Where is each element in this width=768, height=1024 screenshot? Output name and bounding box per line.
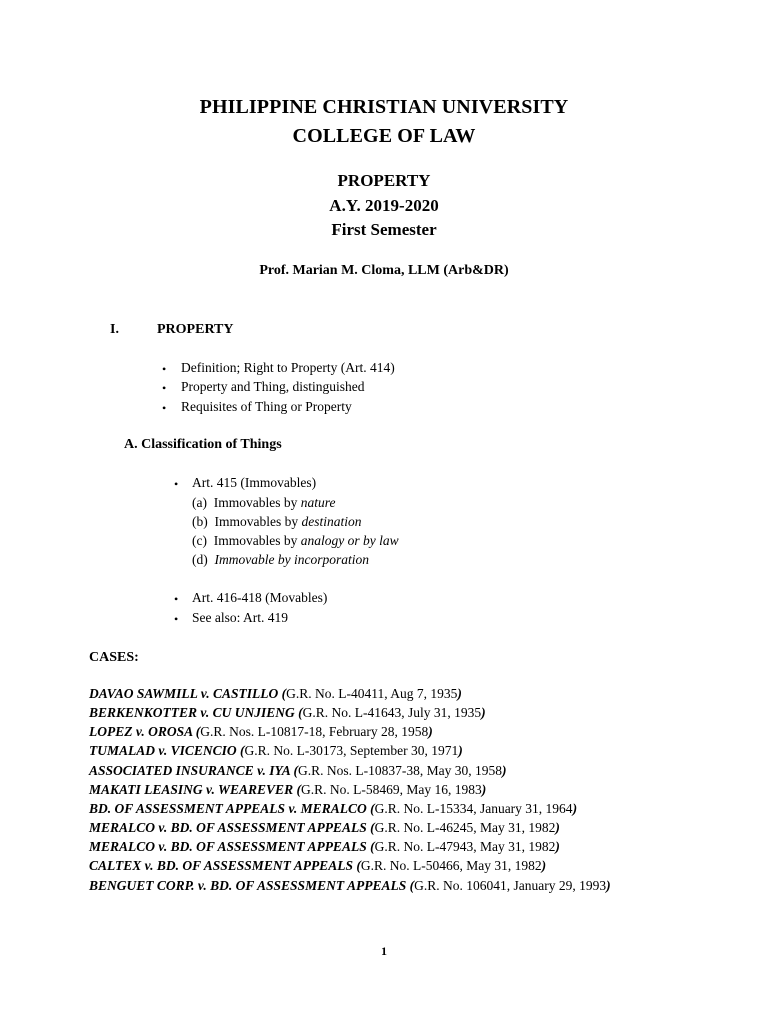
case-item (89, 839, 560, 855)
case-citation: G.R. No. L-58469, May 16, 1983 (300, 782, 482, 797)
item-prefix: Immovables by (213, 533, 301, 548)
item-italic: nature (300, 495, 336, 510)
list-item: Requisites of Thing or Property (181, 399, 352, 414)
item-marker: (a) (192, 495, 207, 510)
list-item: Definition; Right to Property (Art. 414) (181, 360, 395, 375)
case-name: MERALCO v. BD. OF ASSESSMENT APPEALS (89, 820, 371, 835)
case-name: MERALCO v. BD. OF ASSESSMENT APPEALS (89, 839, 371, 854)
list-item (192, 514, 362, 530)
item-marker: (c) (192, 533, 207, 548)
close-paren: ) (555, 820, 560, 835)
list-item (192, 495, 335, 511)
case-name: BD. OF ASSESSMENT APPEALS v. MERALCO (89, 801, 371, 816)
case-item (89, 724, 433, 740)
item-marker: (b) (192, 514, 208, 529)
case-citation: G.R. No. L-41643, July 31, 1935 (302, 705, 482, 720)
case-item (89, 782, 486, 798)
open-paren: ( (370, 839, 375, 854)
case-item (89, 858, 546, 874)
bullet-icon: • (162, 381, 167, 395)
bullet-icon: • (174, 592, 179, 606)
case-name: TUMALAD v. VICENCIO (89, 743, 241, 758)
item-prefix: Immovables by (214, 514, 302, 529)
section-title: PROPERTY (157, 322, 234, 337)
open-paren: ( (298, 705, 303, 720)
item-prefix: Immovables by (213, 495, 301, 510)
case-item (89, 743, 463, 759)
case-item (89, 686, 462, 702)
case-name: LOPEZ v. OROSA (89, 724, 196, 739)
semester: First Semester (331, 220, 437, 239)
close-paren: ) (606, 878, 611, 893)
close-paren: ) (572, 801, 578, 816)
case-citation: G.R. Nos. L-10817-18, February 28, 1958 (200, 724, 429, 739)
list-item (192, 533, 399, 549)
open-paren: ( (281, 686, 287, 701)
open-paren: ( (370, 820, 375, 835)
case-item (89, 801, 577, 817)
case-name: MAKATI LEASING v. WEAREVER (89, 782, 297, 797)
see-also: See also: Art. 419 (192, 610, 288, 625)
case-name: ASSOCIATED INSURANCE v. IYA (89, 763, 294, 778)
bullet-icon: • (174, 612, 179, 626)
close-paren: ) (458, 743, 463, 758)
case-item (89, 878, 611, 894)
open-paren: ( (293, 763, 298, 778)
close-paren: ) (428, 724, 433, 739)
section-number: I. (110, 322, 119, 337)
case-item (89, 820, 560, 836)
case-name: DAVAO SAWMILL v. CASTILLO (89, 686, 282, 701)
item-marker: (d) (192, 552, 208, 567)
art-415: Art. 415 (Immovables) (192, 475, 317, 490)
close-paren: ) (481, 705, 486, 720)
case-citation: G.R. No. L-46245, May 31, 1982 (374, 820, 556, 835)
art-416: Art. 416-418 (Movables) (192, 590, 328, 605)
close-paren: ) (541, 858, 547, 873)
subsection-heading: A. Classification of Things (124, 437, 282, 452)
close-paren: ) (481, 782, 487, 797)
close-paren: ) (555, 839, 560, 854)
bullet-icon: • (162, 362, 167, 376)
case-name: BERKENKOTTER v. CU UNJIENG (89, 705, 299, 720)
case-name: CALTEX v. BD. OF ASSESSMENT APPEALS (89, 858, 357, 873)
course-title: PROPERTY (337, 171, 431, 190)
list-item (192, 552, 369, 568)
item-italic: analogy or by law (300, 533, 399, 548)
academic-year: A.Y. 2019-2020 (329, 196, 439, 215)
university-name: PHILIPPINE CHRISTIAN UNIVERSITY (199, 96, 569, 118)
case-citation: G.R. No. L-40411, Aug 7, 1935 (286, 686, 458, 701)
open-paren: ( (195, 724, 201, 739)
case-item (89, 705, 486, 721)
professor-name: Prof. Marian M. Cloma, LLM (Arb&DR) (259, 263, 509, 278)
college-name: COLLEGE OF LAW (292, 125, 476, 147)
list-item: Property and Thing, distinguished (181, 379, 365, 394)
cases-heading: CASES: (89, 650, 139, 665)
open-paren: ( (370, 801, 375, 816)
case-citation: G.R. No. L-15334, January 31, 1964 (374, 801, 573, 816)
case-citation: G.R. No. L-50466, May 31, 1982 (360, 858, 542, 873)
close-paren: ) (501, 763, 507, 778)
bullet-icon: • (162, 401, 167, 415)
page-number: 1 (381, 944, 387, 958)
case-name: BENGUET CORP. v. BD. OF ASSESSMENT APPEALS (89, 878, 410, 893)
close-paren: ) (457, 686, 462, 701)
open-paren: ( (409, 878, 415, 893)
case-citation: G.R. No. 106041, January 29, 1993 (414, 878, 607, 893)
case-citation: G.R. No. L-47943, May 31, 1982 (374, 839, 556, 854)
item-italic: destination (301, 514, 362, 529)
open-paren: ( (356, 858, 361, 873)
open-paren: ( (296, 782, 301, 797)
bullet-icon: • (174, 477, 179, 491)
case-citation: G.R. Nos. L-10837-38, May 30, 1958 (297, 763, 502, 778)
open-paren: ( (240, 743, 245, 758)
case-item (89, 763, 506, 779)
item-italic: Immovable by incorporation (214, 552, 369, 567)
case-citation: G.R. No. L-30173, September 30, 1971 (244, 743, 459, 758)
